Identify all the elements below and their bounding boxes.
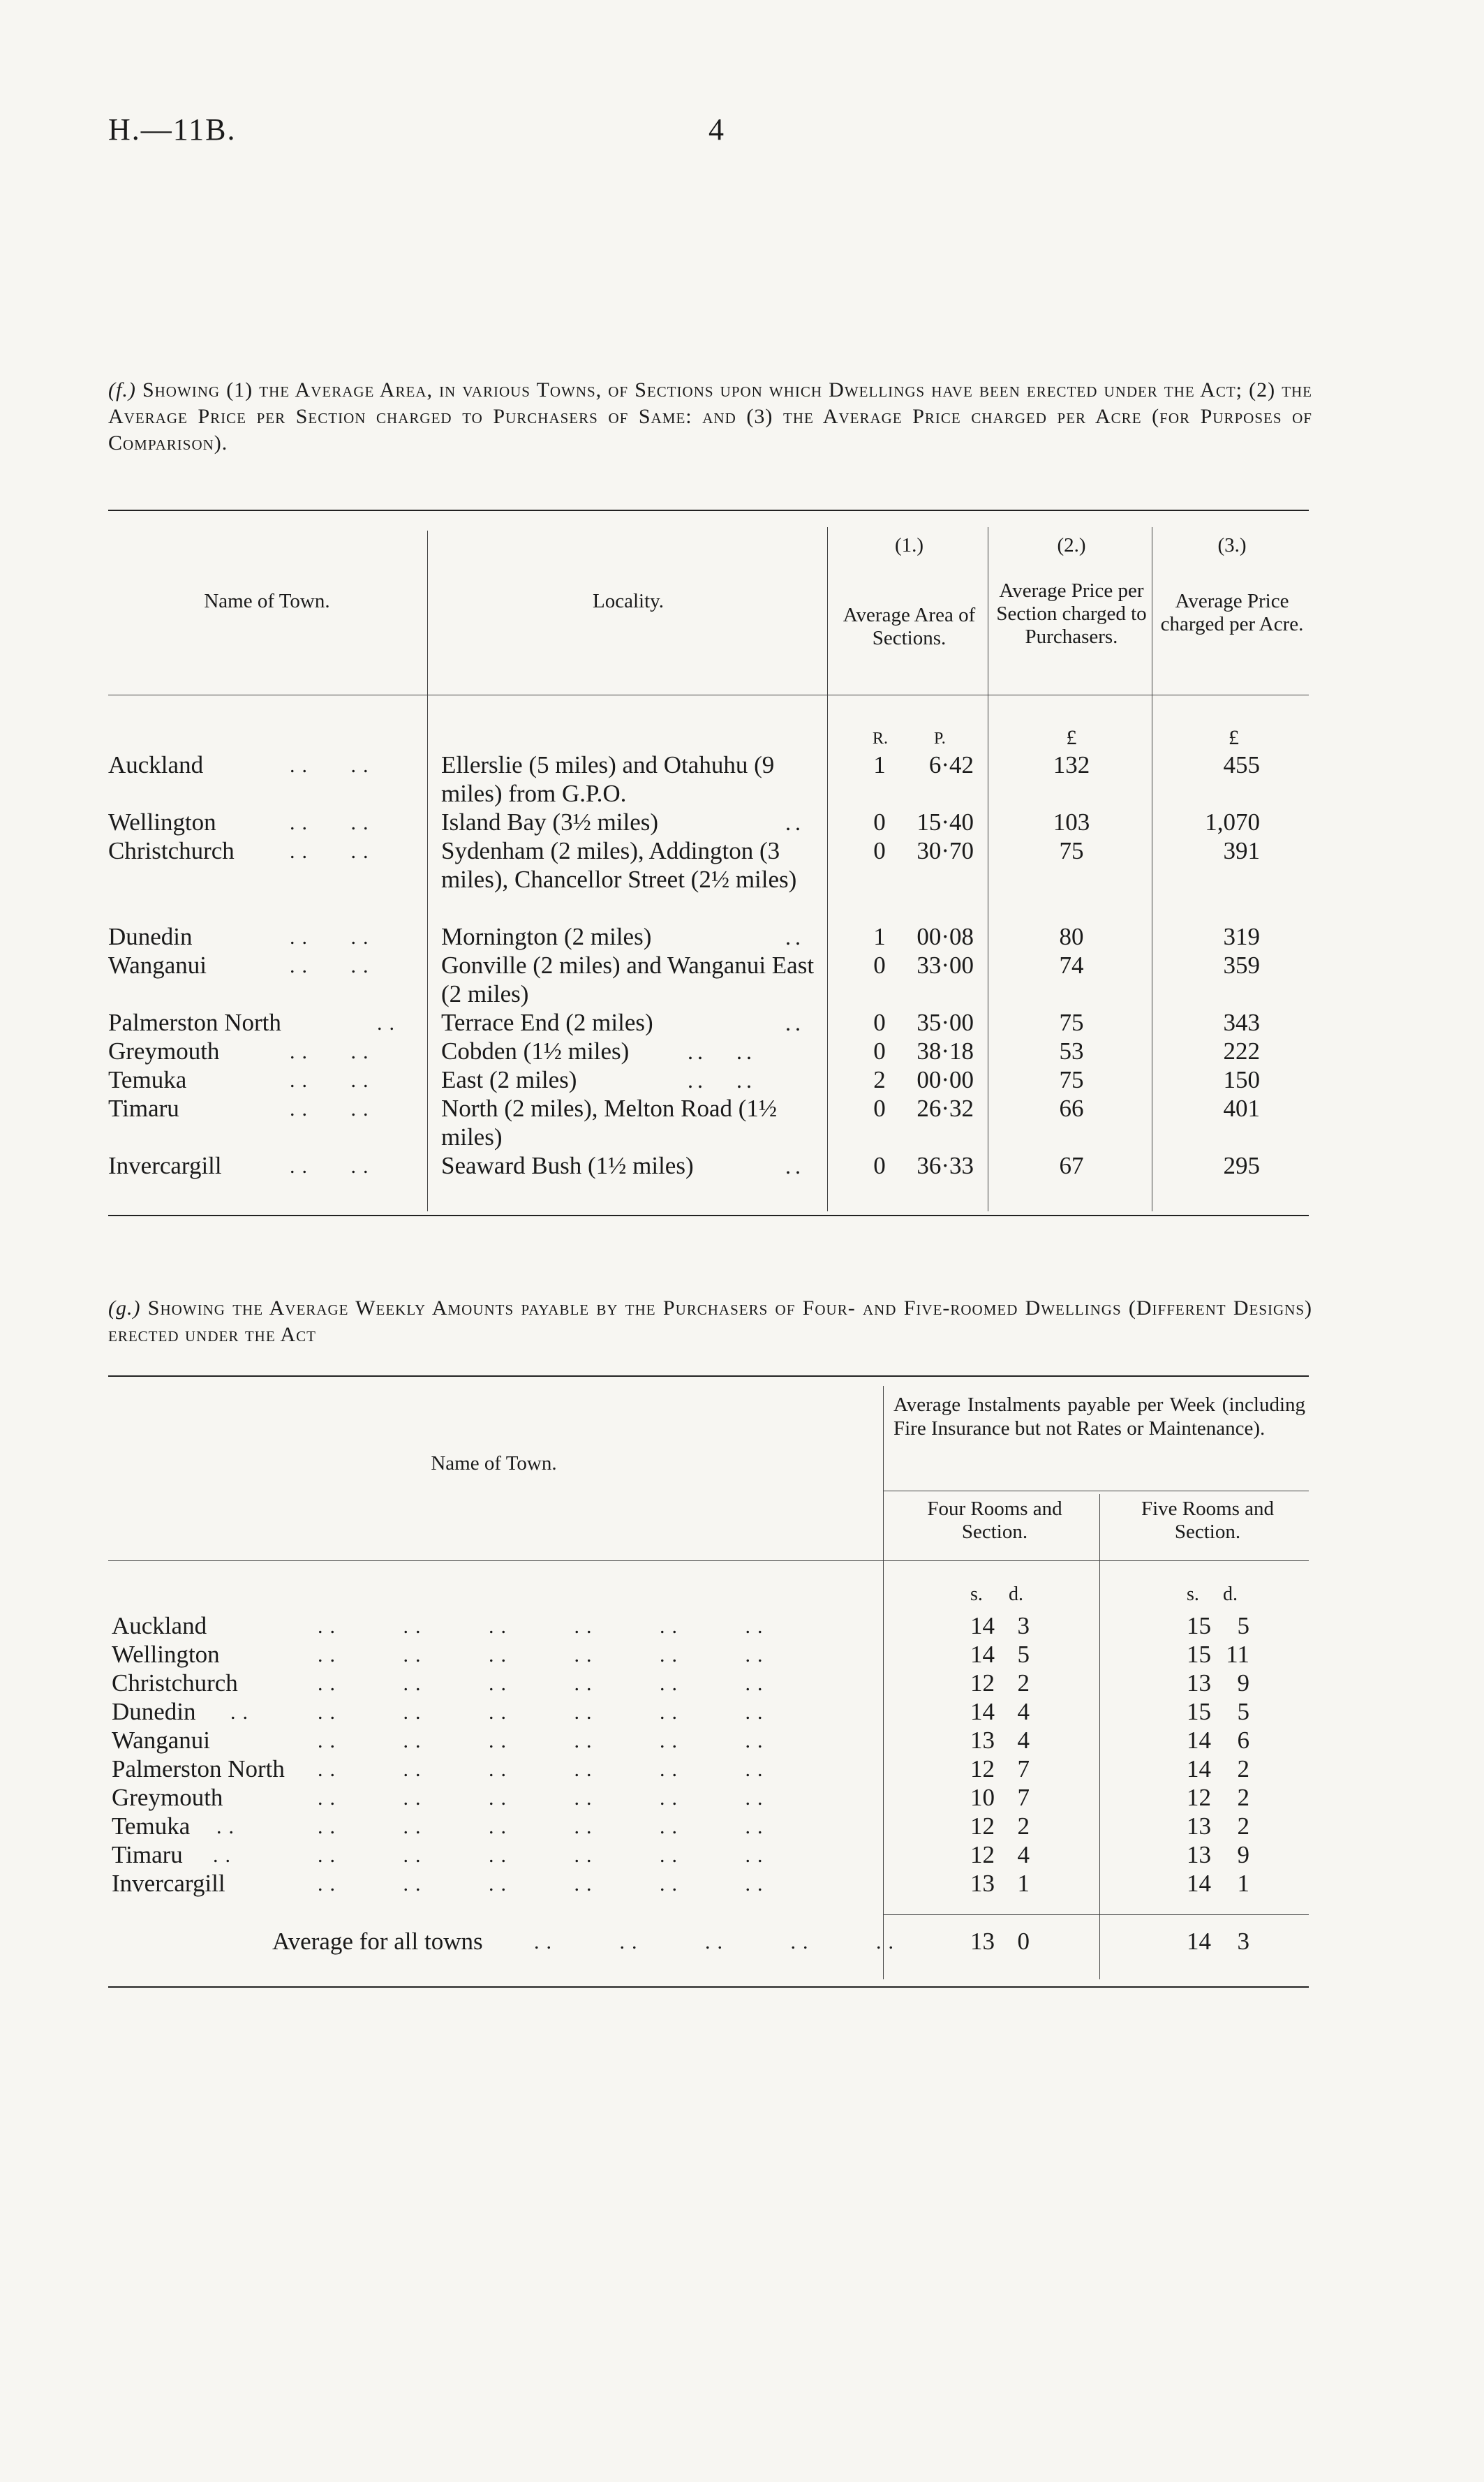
price-per-acre: 150 [1223,1066,1260,1093]
page-number: 4 [708,112,724,147]
town-name: Wanganui [112,1727,211,1754]
leader-dots: .. [216,1815,241,1838]
price-per-acre: 295 [1223,1152,1260,1179]
town-name: Palmerston North [112,1755,285,1782]
locality-text: Cobden (1½ miles) [441,1037,630,1065]
leader-dots: .. .. .. .. .. .. [318,1615,770,1638]
four-rooms-shillings: 13 [970,1870,995,1897]
table-f-header-col2-number: (2.) [1057,534,1086,556]
average-five-rooms-pence: 3 [1237,1928,1249,1955]
four-rooms-pence: 7 [1017,1784,1030,1811]
five-rooms-pence: 9 [1237,1669,1249,1697]
area-perches: 36·33 [917,1152,974,1179]
price-per-section: 74 [1059,952,1084,979]
price-per-section: 132 [1053,751,1090,778]
four-rooms-shillings: 14 [970,1641,995,1668]
four-rooms-pence: 4 [1017,1698,1030,1725]
five-rooms-shillings: 12 [1187,1784,1211,1811]
table-g-caption-block [108,1295,1312,1348]
unit-shillings-four: s. [970,1583,983,1605]
price-per-section: 75 [1059,1009,1084,1036]
locality-text: Mornington (2 miles) [441,923,652,950]
table-g-label: (g.) [108,1297,141,1320]
leader-dots: .. .. [290,1155,376,1178]
four-rooms-shillings: 12 [970,1812,995,1840]
leader-dots: .. [785,924,805,950]
price-per-acre: 455 [1223,751,1260,778]
area-roods: 1 [873,751,886,778]
town-name: Dunedin [108,923,193,950]
town-name: Wellington [108,808,216,836]
five-rooms-shillings: 15 [1187,1612,1211,1639]
locality-text: Terrace End (2 miles) [441,1009,653,1036]
leader-dots: .. .. [290,1069,376,1092]
table-g-caption: Showing the Average Weekly Amounts payable by the Purchasers of Four- and Five-roomed Dwellings (Different Designs) erected under the Act [108,1297,1312,1346]
town-name: Christchurch [112,1669,238,1697]
area-roods: 1 [873,923,886,950]
average-five-rooms-shillings: 14 [1187,1928,1211,1955]
four-rooms-shillings: 14 [970,1698,995,1725]
leader-dots: .. .. .. .. .. .. [318,1787,770,1810]
unit-roods: R. [873,730,889,748]
leader-dots: .. .. [290,954,376,977]
leader-dots: .. [230,1701,255,1724]
price-per-acre: 391 [1223,837,1260,864]
four-rooms-pence: 1 [1017,1870,1030,1897]
table-g-divider-rooms [1099,1494,1100,1979]
table-g-header-five-rooms: Five Rooms and Section. [1141,1498,1275,1543]
locality-text: East (2 miles) [441,1066,577,1093]
price-per-acre: 343 [1223,1009,1260,1036]
unit-pence-five: d. [1223,1583,1238,1605]
table-f-divider-town [427,531,428,1211]
five-rooms-shillings: 15 [1187,1698,1211,1725]
town-name: Invercargill [112,1870,225,1897]
locality-text: Seaward Bush (1½ miles) [441,1152,694,1179]
five-rooms-shillings: 15 [1187,1641,1211,1668]
price-per-acre: 401 [1223,1095,1260,1122]
leader-dots: .. .. .. .. .. .. [318,1758,770,1781]
unit-pounds-section: £ [1066,726,1077,749]
four-rooms-pence: 2 [1017,1812,1030,1840]
price-per-section: 103 [1053,808,1090,836]
price-per-section: 75 [1059,1066,1084,1093]
unit-pounds-acre: £ [1229,726,1239,749]
locality-text: Gonville (2 miles) and Wanganui East (2 miles) [441,952,815,1007]
leader-dots: .. [213,1844,237,1867]
area-perches: 33·00 [917,952,974,979]
leader-dots: .. .. .. .. .. .. [318,1872,770,1896]
table-g-average-rule [883,1914,1309,1915]
area-perches: 00·08 [917,923,974,950]
town-name: Auckland [108,751,204,778]
town-name: Temuka [112,1812,191,1840]
town-name: Dunedin [112,1698,196,1725]
table-f-header-col1: Average Area of Sections. [843,604,976,649]
price-per-acre: 1,070 [1205,808,1260,836]
four-rooms-pence: 3 [1017,1612,1030,1639]
five-rooms-pence: 6 [1237,1727,1249,1754]
table-f-header-col1-number: (1.) [894,534,924,556]
table-f-bottom-rule [108,1215,1309,1216]
five-rooms-shillings: 13 [1187,1669,1211,1697]
town-name: Wanganui [108,952,207,979]
price-per-acre: 359 [1223,952,1260,979]
town-name: Wellington [112,1641,220,1668]
price-per-section: 80 [1059,923,1084,950]
table-f-header-locality: Locality. [593,590,664,612]
leader-dots: .. .. [688,1068,756,1093]
five-rooms-pence: 1 [1237,1870,1249,1897]
locality-text: North (2 miles), Melton Road (1½ miles) [441,1095,778,1151]
leader-dots: .. .. [290,840,376,863]
five-rooms-shillings: 13 [1187,1812,1211,1840]
area-roods: 0 [873,808,886,836]
four-rooms-shillings: 10 [970,1784,995,1811]
table-f-header-col3: Average Price charged per Acre. [1160,590,1304,635]
area-perches: 26·32 [917,1095,974,1122]
town-name: Invercargill [108,1152,222,1179]
table-f-header-col3-number: (3.) [1217,534,1247,556]
five-rooms-pence: 9 [1237,1841,1249,1868]
leader-dots: .. [377,1012,401,1035]
area-roods: 0 [873,1009,886,1036]
locality-text: Sydenham (2 miles), Addington (3 miles), Chancellor Street (2½ miles) [441,837,797,893]
locality-text: Ellerslie (5 miles) and Otahuhu (9 miles) from G.P.O. [441,751,775,807]
four-rooms-shillings: 14 [970,1612,995,1639]
area-roods: 0 [873,837,886,864]
town-name: Palmerston North [108,1009,281,1036]
area-perches: 00·00 [917,1066,974,1093]
five-rooms-pence: 11 [1226,1641,1249,1668]
leader-dots: .. .. .. .. .. .. [318,1729,770,1752]
leader-dots: .. .. [688,1039,756,1064]
five-rooms-shillings: 14 [1187,1727,1211,1754]
table-f-top-rule [108,510,1309,511]
table-g-bottom-rule [108,1986,1309,1988]
five-rooms-shillings: 14 [1187,1870,1211,1897]
four-rooms-shillings: 12 [970,1755,995,1782]
five-rooms-pence: 5 [1237,1698,1249,1725]
table-f-caption-block [108,377,1312,457]
area-perches: 35·00 [917,1009,974,1036]
leader-dots: .. .. .. .. .. [534,1930,900,1953]
leader-dots: .. .. [290,1040,376,1063]
price-per-section: 75 [1059,837,1084,864]
table-f-divider-locality [827,527,828,1211]
leader-dots: .. [785,810,805,835]
area-perches: 38·18 [917,1037,974,1065]
leader-dots: .. .. [290,926,376,949]
leader-dots: .. .. [290,811,376,834]
table-f-header-town: Name of Town. [204,590,330,612]
area-roods: 2 [873,1066,886,1093]
area-roods: 0 [873,1037,886,1065]
town-name: Christchurch [108,837,235,864]
four-rooms-shillings: 13 [970,1727,995,1754]
unit-shillings-five: s. [1187,1583,1199,1605]
leader-dots: .. .. .. .. .. .. [318,1844,770,1867]
leader-dots: .. [785,1153,805,1179]
five-rooms-pence: 2 [1237,1755,1249,1782]
four-rooms-pence: 4 [1017,1841,1030,1868]
leader-dots: .. .. [290,754,376,777]
price-per-section: 67 [1059,1152,1084,1179]
average-four-rooms-pence: 0 [1017,1928,1030,1955]
table-g-divider-town [883,1386,884,1979]
table-g-header-group: Average Instalments payable per Week (including Fire Insurance but not Rates or Maintenance). [893,1394,1305,1440]
unit-pence-four: d. [1009,1583,1023,1605]
table-g-header-four-rooms: Four Rooms and Section. [927,1498,1062,1543]
table-g-header-town: Name of Town. [431,1452,557,1475]
town-name: Timaru [108,1095,179,1122]
four-rooms-pence: 5 [1017,1641,1030,1668]
area-perches: 30·70 [917,837,974,864]
table-f-caption: Showing (1) the Average Area, in various Towns, of Sections upon which Dwellings have been erected under the Act; (2) the Average Price per Section charged to Purchasers of Same: and (3) the Average Price charged per Acre (for Purposes of Comparison). [108,378,1313,455]
table-g-header-rule [108,1560,1309,1561]
locality-text: Island Bay (3½ miles) [441,808,659,836]
price-per-section: 66 [1059,1095,1084,1122]
town-name: Timaru [112,1841,183,1868]
leader-dots: .. .. .. .. .. .. [318,1672,770,1695]
area-roods: 0 [873,952,886,979]
five-rooms-pence: 5 [1237,1612,1249,1639]
leader-dots: .. .. [290,1098,376,1121]
table-g-top-rule [108,1375,1309,1377]
four-rooms-pence: 4 [1017,1727,1030,1754]
leader-dots: .. [785,1010,805,1035]
four-rooms-pence: 7 [1017,1755,1030,1782]
report-code: H.—11B. [108,112,237,147]
five-rooms-shillings: 13 [1187,1841,1211,1868]
leader-dots: .. .. .. .. .. .. [318,1815,770,1838]
average-label: Average for all towns [272,1928,483,1955]
area-roods: 0 [873,1095,886,1122]
area-roods: 0 [873,1152,886,1179]
price-per-acre: 319 [1223,923,1260,950]
average-four-rooms-shillings: 13 [970,1928,995,1955]
unit-perches: P. [934,730,946,748]
leader-dots: .. .. .. .. .. .. [318,1701,770,1724]
five-rooms-pence: 2 [1237,1812,1249,1840]
area-perches: 6·42 [928,751,974,778]
area-perches: 15·40 [917,808,974,836]
town-name: Greymouth [112,1784,223,1811]
leader-dots: .. .. .. .. .. .. [318,1643,770,1667]
price-per-section: 53 [1059,1037,1084,1065]
price-per-acre: 222 [1223,1037,1260,1065]
four-rooms-pence: 2 [1017,1669,1030,1697]
four-rooms-shillings: 12 [970,1669,995,1697]
town-name: Temuka [108,1066,187,1093]
five-rooms-pence: 2 [1237,1784,1249,1811]
town-name: Greymouth [108,1037,220,1065]
town-name: Auckland [112,1612,207,1639]
table-f-header-col2: Average Price per Section charged to Purchasers. [996,579,1147,648]
table-f-label: (f.) [108,378,136,401]
five-rooms-shillings: 14 [1187,1755,1211,1782]
four-rooms-shillings: 12 [970,1841,995,1868]
